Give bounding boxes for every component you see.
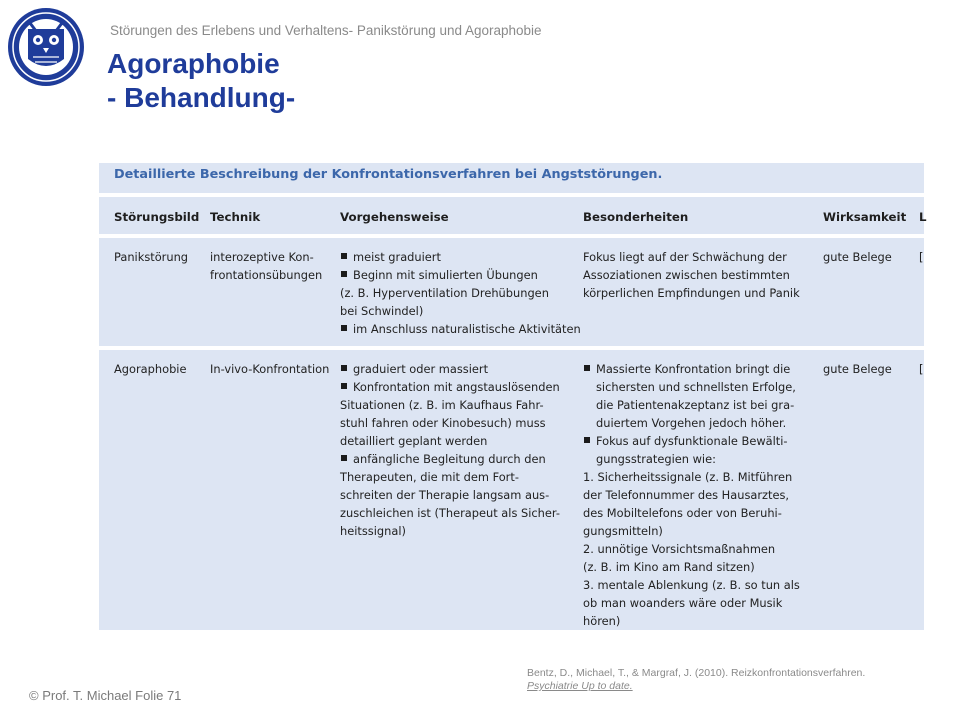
table-divider <box>99 234 924 238</box>
row-2-technik: In-vivo-Konfrontation <box>210 362 330 376</box>
reference-journal-link[interactable]: Psychiatrie Up to date. <box>527 680 633 692</box>
text-line: ob man woanders wäre oder Musik <box>583 596 783 610</box>
bullet-item: meist graduiert <box>340 248 581 266</box>
text-line: hören) <box>583 614 621 628</box>
text-line: gungsstrategien wie: <box>596 452 716 466</box>
text-line: schreiten der Therapie langsam aus- <box>340 488 550 502</box>
bullet-item: Fokus auf dysfunktionale Bewälti- <box>583 432 800 450</box>
text-line: bei Schwindel) <box>340 304 424 318</box>
text-line: sichersten und schnellsten Erfolge, <box>596 380 796 394</box>
column-header-besonderheiten: Besonderheiten <box>583 210 689 224</box>
text-line: Fokus liegt auf der Schwächung der <box>583 250 787 264</box>
bullet-item: Beginn mit simulierten Übungen <box>340 266 581 284</box>
text-line: (z. B. Hyperventilation Drehübungen <box>340 286 549 300</box>
text-line: gungsmitteln) <box>583 524 663 538</box>
text-line: zuschleichen ist (Therapeut als Sicher- <box>340 506 560 520</box>
table-divider <box>99 193 924 197</box>
row-1-cut-cell: [ <box>919 250 924 264</box>
row-2-wirksamkeit: gute Belege <box>823 362 892 376</box>
column-header-stoerungsbild: Störungsbild <box>114 210 200 224</box>
text-line: die Patientenakzeptanz ist bei gra- <box>596 398 795 412</box>
text-line: Situationen (z. B. im Kaufhaus Fahr- <box>340 398 544 412</box>
column-header-technik: Technik <box>210 210 261 224</box>
slide-title-line-1: Agoraphobie <box>107 48 280 79</box>
row-2-stoerungsbild: Agoraphobie <box>114 362 187 376</box>
slide-title-line-2: - Behandlung- <box>107 82 296 113</box>
text-line: Assoziationen zwischen bestimmten <box>583 268 790 282</box>
table-divider <box>99 346 924 350</box>
text-line: heitssignal) <box>340 524 406 538</box>
row-1-technik-line: frontationsübungen <box>210 268 323 282</box>
slide-subtitle: Störungen des Erlebens und Verhaltens- Panikstörung und Agoraphobie <box>110 23 542 38</box>
row-1-besonderheiten <box>583 248 800 302</box>
row-2-vorgehensweise <box>340 360 560 540</box>
bullet-item: im Anschluss naturalistische Aktivitäten <box>340 320 581 338</box>
row-1-stoerungsbild: Panikstörung <box>114 250 189 264</box>
row-1-technik-line: interozeptive Kon- <box>210 250 314 264</box>
text-line: Therapeuten, die mit dem Fort- <box>340 470 519 484</box>
text-line: (z. B. im Kino am Rand sitzen) <box>583 560 755 574</box>
column-header-wirksamkeit: Wirksamkeit <box>823 210 907 224</box>
confrontation-table <box>99 163 927 630</box>
bullet-item: Konfrontation mit angstauslösenden <box>340 378 560 396</box>
row-2-cut-cell: [ <box>919 362 924 376</box>
bullet-item: anfängliche Begleitung durch den <box>340 450 560 468</box>
slide-title <box>107 47 295 115</box>
bullet-item: graduiert oder massiert <box>340 360 560 378</box>
reference-citation <box>527 667 865 693</box>
text-line: der Telefonnummer des Hausarztes, <box>583 488 790 502</box>
column-header-cut: L <box>919 210 927 224</box>
column-header-vorgehensweise: Vorgehensweise <box>340 210 449 224</box>
slide-credit: © Prof. T. Michael Folie 71 <box>29 688 182 703</box>
row-1-technik <box>210 248 322 284</box>
text-line: körperlichen Empfindungen und Panik <box>583 286 800 300</box>
text-line: detailliert geplant werden <box>340 434 488 448</box>
university-seal-icon <box>6 7 86 87</box>
text-line: stuhl fahren oder Kinobesuch) muss <box>340 416 546 430</box>
text-line: 1. Sicherheitssignale (z. B. Mitführen <box>583 470 793 484</box>
text-line: des Mobiltelefons oder von Beruhi- <box>583 506 782 520</box>
row-2-besonderheiten <box>583 360 800 630</box>
row-1-wirksamkeit: gute Belege <box>823 250 892 264</box>
text-line: 3. mentale Ablenkung (z. B. so tun als <box>583 578 800 592</box>
university-seal-logo <box>6 7 86 87</box>
text-line: duiertem Vorgehen jedoch höher. <box>596 416 787 430</box>
table-caption: Detaillierte Beschreibung der Konfrontationsverfahren bei Angststörungen. <box>114 167 663 182</box>
row-1-vorgehensweise <box>340 248 581 338</box>
reference-line: Bentz, D., Michael, T., & Margraf, J. (2010). Reizkonfrontationsverfahren. <box>527 667 866 679</box>
bullet-item: Massierte Konfrontation bringt die <box>583 360 800 378</box>
text-line: 2. unnötige Vorsichtsmaßnahmen <box>583 542 776 556</box>
